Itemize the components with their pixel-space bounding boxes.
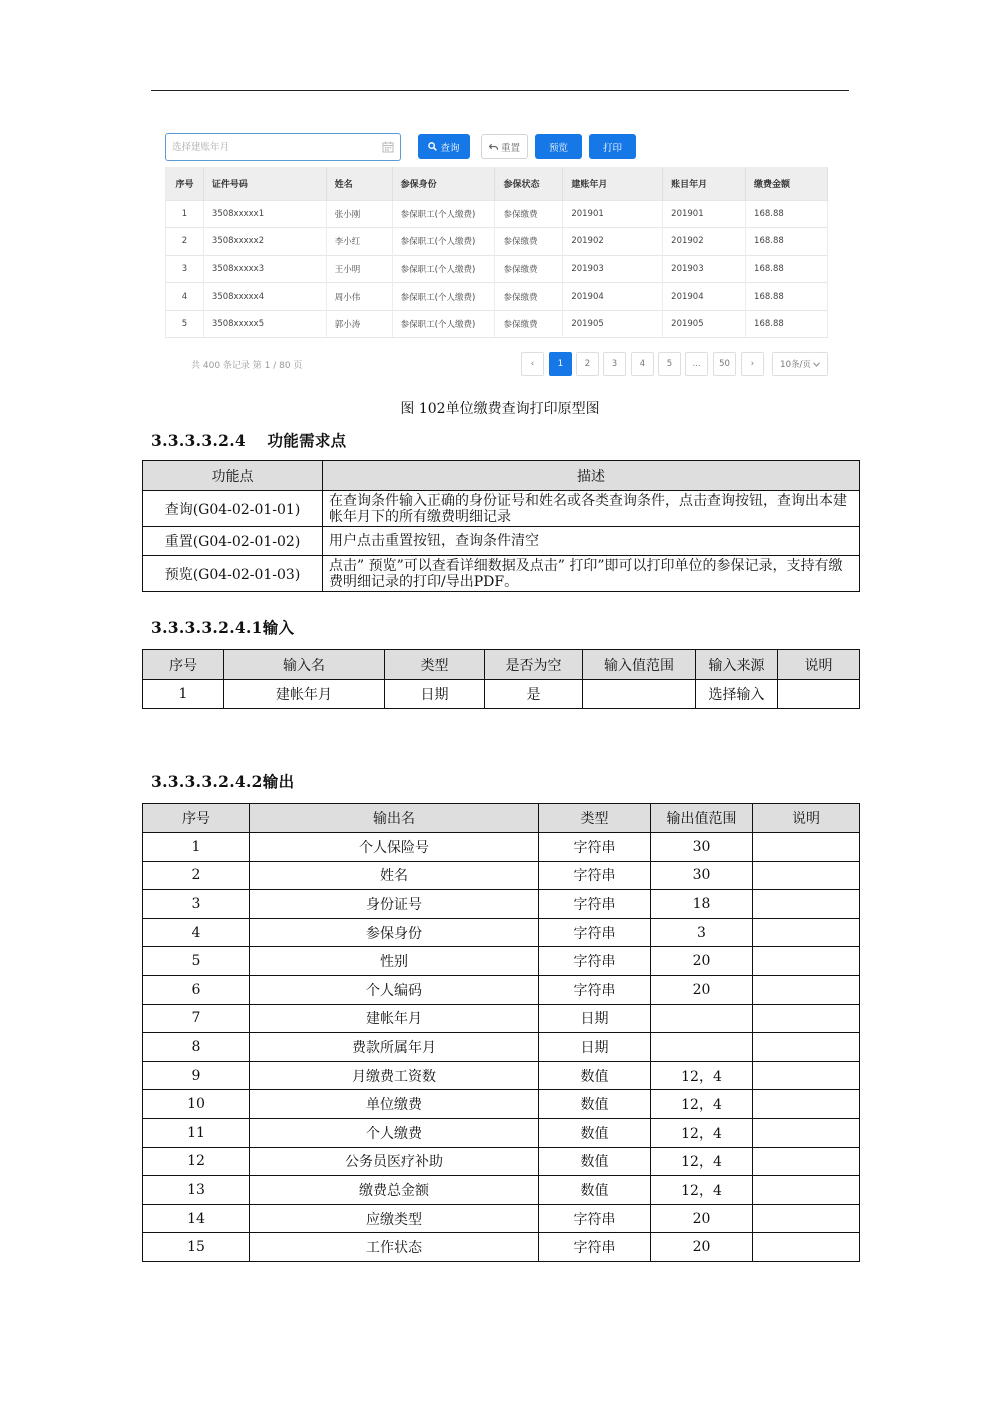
cell: 12 — [143, 1147, 250, 1176]
table-row — [143, 491, 860, 527]
cell: 预览(G04-02-01-03) — [143, 556, 323, 592]
column-header: 证件号码 — [203, 167, 326, 200]
cell: 201901 — [563, 200, 663, 228]
cell: 用户点击重置按钮，查询条件清空 — [323, 527, 860, 556]
cell: 参保职工(个人缴费) — [392, 228, 495, 256]
cell: 参保职工(个人缴费) — [392, 255, 495, 283]
cell: 月缴费工资数 — [250, 1061, 539, 1090]
table-row — [143, 975, 860, 1004]
table-row — [143, 1004, 860, 1033]
cell: 3508xxxxx1 — [203, 200, 326, 228]
table-row — [143, 890, 860, 919]
cell: 168.88 — [746, 200, 828, 228]
next-page-button[interactable]: › — [741, 352, 764, 376]
column-header: 缴费金额 — [746, 167, 828, 200]
cell: 参保身份 — [250, 918, 539, 947]
table-row — [143, 680, 860, 709]
column-header: 输入名 — [224, 650, 385, 680]
cell: 王小明 — [326, 255, 392, 283]
date-input[interactable] — [172, 138, 372, 156]
table-row[interactable] — [166, 310, 828, 338]
table-row[interactable] — [166, 228, 828, 256]
cell: 参保职工(个人缴费) — [392, 200, 495, 228]
query-print-mockup — [163, 130, 835, 380]
cell: 201904 — [563, 283, 663, 311]
column-header: 输入来源 — [696, 650, 778, 680]
date-picker[interactable] — [165, 133, 401, 161]
cell: 性别 — [250, 947, 539, 976]
cell: 费款所属年月 — [250, 1033, 539, 1062]
column-header: 是否为空 — [485, 650, 583, 680]
table-header-row — [143, 804, 860, 833]
cell: 日期 — [385, 680, 485, 709]
cell — [651, 1004, 753, 1033]
table-row — [143, 1233, 860, 1262]
cell — [753, 1004, 860, 1033]
cell: 数值 — [539, 1090, 651, 1119]
table-header-row — [143, 650, 860, 680]
cell: 201905 — [663, 310, 746, 338]
cell: 3 — [651, 918, 753, 947]
table-row[interactable] — [166, 283, 828, 311]
search-button[interactable] — [418, 134, 470, 159]
preview-button[interactable] — [535, 134, 582, 159]
page-button-4[interactable]: 4 — [631, 352, 654, 376]
column-header: 说明 — [753, 804, 860, 833]
cell: 5 — [166, 310, 204, 338]
cell: 个人保险号 — [250, 833, 539, 862]
cell: 点击” 预览”可以查看详细数据及点击” 打印”即可以打印单位的参保记录，支持有缴费明细记录的打印/导出PDF。 — [323, 556, 860, 592]
cell — [753, 1147, 860, 1176]
page-button-3[interactable]: 3 — [603, 352, 626, 376]
figure-caption: 图 102单位缴费查询打印原型图 — [400, 401, 600, 417]
cell: 168.88 — [746, 283, 828, 311]
cell: 参保缴费 — [495, 310, 563, 338]
column-header: 序号 — [143, 650, 224, 680]
chevron-down-icon — [813, 362, 820, 367]
cell — [753, 1090, 860, 1119]
cell — [753, 1176, 860, 1205]
cell: 8 — [143, 1033, 250, 1062]
cell: 单位缴费 — [250, 1090, 539, 1119]
cell: 缴费总金额 — [250, 1176, 539, 1205]
cell: 参保缴费 — [495, 255, 563, 283]
cell: 12，4 — [651, 1118, 753, 1147]
print-button-label: 打印 — [602, 142, 622, 154]
column-header: 建账年月 — [563, 167, 663, 200]
cell: 郭小涛 — [326, 310, 392, 338]
table-row — [143, 1118, 860, 1147]
cell: 6 — [143, 975, 250, 1004]
cell: 201903 — [563, 255, 663, 283]
cell: 1 — [166, 200, 204, 228]
cell: 个人编码 — [250, 975, 539, 1004]
page-size-label: 10条/页 — [780, 360, 811, 370]
page-button-last[interactable]: 50 — [713, 352, 736, 376]
column-header: 参保身份 — [392, 167, 495, 200]
cell: 3508xxxxx3 — [203, 255, 326, 283]
column-header: 账目年月 — [663, 167, 746, 200]
cell — [753, 1233, 860, 1262]
cell: 2 — [143, 861, 250, 890]
cell — [753, 1061, 860, 1090]
page-size-select[interactable] — [772, 352, 828, 376]
search-button-label: 查询 — [440, 142, 460, 154]
cell: 20 — [651, 975, 753, 1004]
undo-icon — [489, 143, 498, 151]
cell: 12，4 — [651, 1147, 753, 1176]
column-header: 输出值范围 — [651, 804, 753, 833]
cell: 30 — [651, 861, 753, 890]
table-row — [143, 1033, 860, 1062]
cell: 公务员医疗补助 — [250, 1147, 539, 1176]
column-header: 说明 — [778, 650, 860, 680]
column-header: 姓名 — [326, 167, 392, 200]
print-button[interactable] — [589, 134, 636, 159]
cell: 姓名 — [250, 861, 539, 890]
column-header: 序号 — [166, 167, 204, 200]
cell: 201901 — [663, 200, 746, 228]
page-button-1[interactable]: 1 — [549, 352, 572, 376]
section-heading-input: 3.3.3.3.2.4.1输入 — [151, 618, 295, 637]
cell: 重置(G04-02-01-02) — [143, 527, 323, 556]
cell: 13 — [143, 1176, 250, 1205]
cell: 201905 — [563, 310, 663, 338]
table-row — [143, 556, 860, 592]
column-header: 参保状态 — [495, 167, 563, 200]
column-header: 输入值范围 — [583, 650, 696, 680]
cell: 10 — [143, 1090, 250, 1119]
cell: 20 — [651, 1204, 753, 1233]
cell: 建帐年月 — [250, 1004, 539, 1033]
table-header-row — [143, 461, 860, 491]
section-heading-function-points: 3.3.3.3.2.4 功能需求点 — [151, 431, 347, 450]
table-row — [143, 1204, 860, 1233]
cell — [753, 1118, 860, 1147]
cell — [753, 1204, 860, 1233]
table-row — [143, 527, 860, 556]
cell: 字符串 — [539, 975, 651, 1004]
cell: 李小红 — [326, 228, 392, 256]
cell — [753, 1033, 860, 1062]
pagination-info: 共 400 条记录 第 1 / 80 页 — [191, 361, 303, 371]
cell: 201902 — [563, 228, 663, 256]
column-header: 描述 — [323, 461, 860, 491]
search-icon — [428, 142, 437, 151]
cell: 201903 — [663, 255, 746, 283]
cell: 数值 — [539, 1118, 651, 1147]
cell: 建帐年月 — [224, 680, 385, 709]
cell: 选择输入 — [696, 680, 778, 709]
cell: 参保缴费 — [495, 283, 563, 311]
table-row — [143, 947, 860, 976]
cell: 数值 — [539, 1176, 651, 1205]
cell: 11 — [143, 1118, 250, 1147]
cell — [753, 918, 860, 947]
table-row — [143, 861, 860, 890]
cell: 数值 — [539, 1061, 651, 1090]
cell: 在查询条件输入正确的身份证号和姓名或各类查询条件，点击查询按钮，查询出本建帐年月下的所有缴费明细记录 — [323, 491, 860, 527]
cell: 12，4 — [651, 1176, 753, 1205]
cell: 字符串 — [539, 833, 651, 862]
cell: 身份证号 — [250, 890, 539, 919]
page-button-5[interactable]: 5 — [658, 352, 681, 376]
payment-records-table — [165, 167, 828, 338]
column-header: 输出名 — [250, 804, 539, 833]
table-row[interactable] — [166, 255, 828, 283]
cell: 应缴类型 — [250, 1204, 539, 1233]
cell — [753, 975, 860, 1004]
calendar-icon[interactable] — [382, 141, 394, 153]
cell: 12，4 — [651, 1061, 753, 1090]
cell — [651, 1033, 753, 1062]
cell: 是 — [485, 680, 583, 709]
cell — [753, 833, 860, 862]
function-points-table — [142, 460, 860, 592]
cell: 字符串 — [539, 918, 651, 947]
page-button-2[interactable]: 2 — [576, 352, 599, 376]
column-header: 序号 — [143, 804, 250, 833]
cell: 日期 — [539, 1033, 651, 1062]
column-header: 类型 — [539, 804, 651, 833]
column-header: 功能点 — [143, 461, 323, 491]
table-row — [143, 1061, 860, 1090]
input-table — [142, 649, 860, 709]
cell — [753, 890, 860, 919]
cell: 字符串 — [539, 947, 651, 976]
cell: 参保职工(个人缴费) — [392, 310, 495, 338]
cell — [778, 680, 860, 709]
cell: 12，4 — [651, 1090, 753, 1119]
cell: 4 — [143, 918, 250, 947]
cell: 5 — [143, 947, 250, 976]
table-row — [143, 1176, 860, 1205]
cell: 张小刚 — [326, 200, 392, 228]
cell: 201904 — [663, 283, 746, 311]
table-row — [143, 1147, 860, 1176]
cell — [753, 861, 860, 890]
cell: 1 — [143, 680, 224, 709]
cell: 4 — [166, 283, 204, 311]
cell: 14 — [143, 1204, 250, 1233]
cell: 参保缴费 — [495, 200, 563, 228]
cell: 20 — [651, 1233, 753, 1262]
cell: 参保缴费 — [495, 228, 563, 256]
table-row — [143, 833, 860, 862]
table-row — [143, 918, 860, 947]
column-header: 类型 — [385, 650, 485, 680]
cell: 周小伟 — [326, 283, 392, 311]
cell: 201902 — [663, 228, 746, 256]
cell: 1 — [143, 833, 250, 862]
section-heading-output: 3.3.3.3.2.4.2输出 — [151, 772, 295, 791]
cell: 168.88 — [746, 310, 828, 338]
cell: 字符串 — [539, 1204, 651, 1233]
cell: 2 — [166, 228, 204, 256]
page-ellipsis[interactable]: ... — [685, 352, 708, 376]
cell: 3 — [143, 890, 250, 919]
cell: 字符串 — [539, 890, 651, 919]
cell: 字符串 — [539, 861, 651, 890]
cell: 参保职工(个人缴费) — [392, 283, 495, 311]
preview-button-label: 预览 — [548, 142, 568, 154]
prev-page-button[interactable]: ‹ — [521, 352, 544, 376]
reset-button[interactable] — [481, 134, 528, 159]
cell: 168.88 — [746, 228, 828, 256]
table-row — [143, 1090, 860, 1119]
cell: 168.88 — [746, 255, 828, 283]
cell: 30 — [651, 833, 753, 862]
cell: 3 — [166, 255, 204, 283]
cell: 9 — [143, 1061, 250, 1090]
cell: 日期 — [539, 1004, 651, 1033]
cell: 18 — [651, 890, 753, 919]
cell: 个人缴费 — [250, 1118, 539, 1147]
header-rule — [151, 90, 849, 91]
table-header-row — [166, 167, 828, 200]
table-row[interactable] — [166, 200, 828, 228]
cell: 工作状态 — [250, 1233, 539, 1262]
cell: 3508xxxxx5 — [203, 310, 326, 338]
cell: 15 — [143, 1233, 250, 1262]
cell: 7 — [143, 1004, 250, 1033]
cell: 字符串 — [539, 1233, 651, 1262]
cell: 3508xxxxx2 — [203, 228, 326, 256]
cell — [583, 680, 696, 709]
cell: 查询(G04-02-01-01) — [143, 491, 323, 527]
cell: 20 — [651, 947, 753, 976]
cell — [753, 947, 860, 976]
cell: 数值 — [539, 1147, 651, 1176]
output-table — [142, 803, 860, 1262]
reset-button-label: 重置 — [500, 142, 520, 154]
cell: 3508xxxxx4 — [203, 283, 326, 311]
